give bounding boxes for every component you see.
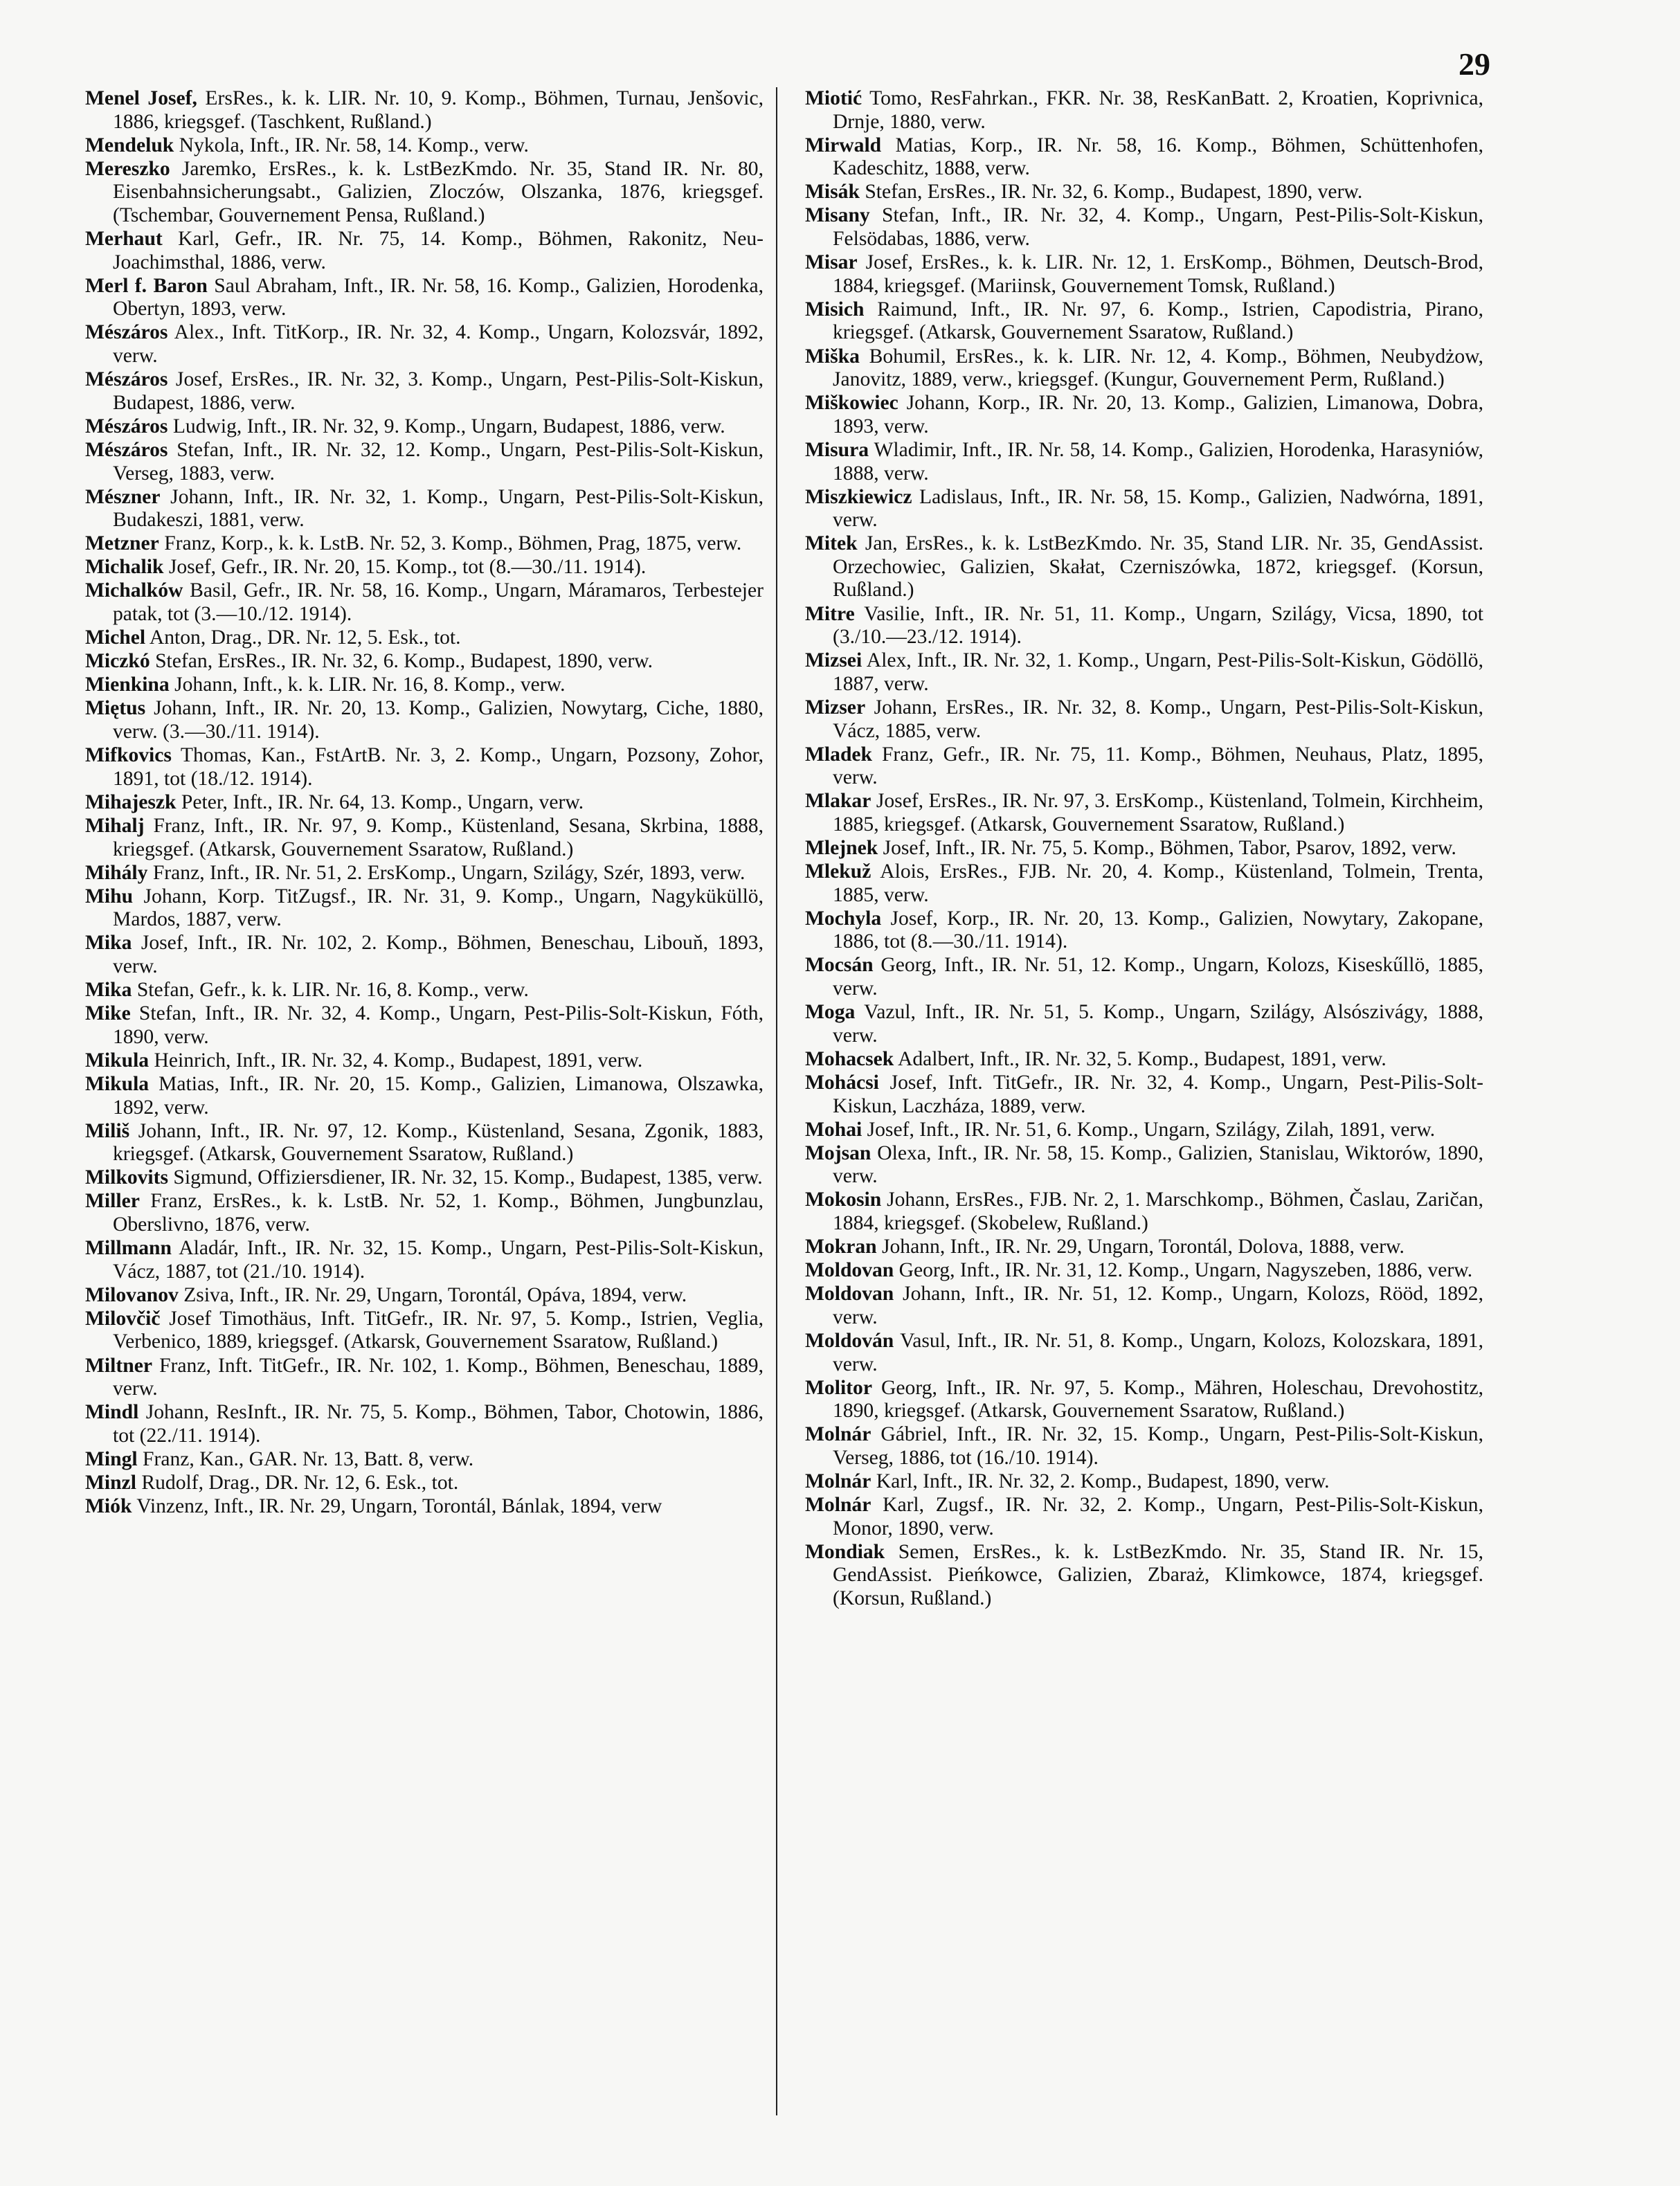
entry-details: Georg, Inft., IR. Nr. 97, 5. Komp., Mähren, Holeschau, Drevohostitz, 1890, kriegsgef. (Atkarsk, Gouvernement Ssaratow, Rußland.) bbox=[833, 1376, 1483, 1422]
entry-details: Sigmund, Offiziersdiener, IR. Nr. 32, 15. Komp., Budapest, 1385, verw. bbox=[168, 1166, 763, 1189]
entry-surname: Mihály bbox=[85, 861, 148, 884]
register-entry bbox=[805, 1259, 1483, 1283]
register-entry bbox=[85, 275, 764, 321]
entry-details: Karl, Inft., IR. Nr. 32, 2. Komp., Budapest, 1890, verw. bbox=[871, 1470, 1330, 1493]
register-entry bbox=[805, 204, 1483, 251]
entry-details: Matias, Korp., IR. Nr. 58, 16. Komp., Böhmen, Schüttenhofen, Kadeschitz, 1888, verw. bbox=[833, 134, 1483, 180]
register-entry bbox=[85, 228, 764, 274]
entry-surname: Mohai bbox=[805, 1118, 862, 1141]
entry-surname: Michel bbox=[85, 626, 146, 649]
entry-details: Saul Abraham, Inft., IR. Nr. 58, 16. Komp., Galizien, Horodenka, Obertyn, 1893, verw. bbox=[113, 274, 764, 320]
column-divider bbox=[776, 87, 777, 2115]
entry-surname: Misany bbox=[805, 204, 870, 227]
register-entry bbox=[805, 743, 1483, 790]
entry-surname: Merhaut bbox=[85, 228, 163, 251]
entry-surname: Mihu bbox=[85, 885, 134, 907]
entry-details: Stefan, Inft., IR. Nr. 32, 4. Komp., Ungarn, Pest-Pilis-Solt-Kiskun, Fóth, 1890, verw. bbox=[113, 1002, 764, 1048]
entry-details: Johann, Inft., IR. Nr. 51, 12. Komp., Ungarn, Kolozs, Rööd, 1892, verw. bbox=[833, 1283, 1483, 1328]
entry-details: Johann, Inft., k. k. LIR. Nr. 16, 8. Komp., verw. bbox=[169, 674, 566, 696]
register-entry bbox=[85, 1308, 764, 1354]
entry-surname: Mienkina bbox=[85, 674, 170, 696]
entry-surname: Mihajeszk bbox=[85, 791, 177, 813]
register-entry bbox=[85, 674, 764, 697]
register-entry bbox=[805, 1283, 1483, 1329]
entry-surname: Mindl bbox=[85, 1401, 139, 1424]
register-entry bbox=[805, 251, 1483, 298]
entry-surname: Mirwald bbox=[805, 134, 882, 156]
entry-surname: Mitre bbox=[805, 602, 855, 625]
entry-details: Alex., Inft. TitKorp., IR. Nr. 32, 4. Komp., Ungarn, Kolozsvár, 1892, verw. bbox=[113, 321, 764, 368]
entry-surname: Misák bbox=[805, 181, 860, 204]
register-entry bbox=[85, 1237, 764, 1283]
entry-surname: Mokran bbox=[805, 1236, 877, 1258]
register-entry bbox=[805, 603, 1483, 649]
register-entry bbox=[805, 907, 1483, 954]
register-entry bbox=[805, 790, 1483, 836]
entry-details: Franz, Korp., k. k. LstB. Nr. 52, 3. Komp., Böhmen, Prag, 1875, verw. bbox=[159, 532, 742, 555]
register-entry bbox=[805, 298, 1483, 345]
entry-surname: Michalik bbox=[85, 556, 164, 579]
register-entry bbox=[85, 158, 764, 228]
register-entry bbox=[85, 1355, 764, 1401]
entry-details: Peter, Inft., IR. Nr. 64, 13. Komp., Ungarn, verw. bbox=[176, 791, 584, 813]
entry-surname: Minzl bbox=[85, 1472, 136, 1494]
entry-details: Stefan, ErsRes., IR. Nr. 32, 6. Komp., Budapest, 1890, verw. bbox=[150, 650, 653, 673]
entry-details: Josef Timothäus, Inft. TitGefr., IR. Nr. 97, 5. Komp., Istrien, Veglia, Verbenico, 1889, kriegsgef. (Atkarsk, Gouvernement Ssaratow, Rußland.) bbox=[113, 1307, 764, 1353]
entry-surname: Mlekuž bbox=[805, 860, 871, 883]
register-entry bbox=[805, 439, 1483, 485]
entry-details: Raimund, Inft., IR. Nr. 97, 6. Komp., Istrien, Capodistria, Pirano, kriegsgef. (Atkarsk, Gouvernement Ssaratow, Rußland.) bbox=[833, 298, 1483, 344]
entry-surname: Mocsán bbox=[805, 954, 874, 977]
entry-details: Johann, Korp. TitZugsf., IR. Nr. 31, 9. Komp., Ungarn, Nagyküküllö, Mardos, 1887, verw. bbox=[113, 885, 764, 931]
register-entry bbox=[805, 134, 1483, 181]
entry-details: Josef, ErsRes., k. k. LIR. Nr. 12, 1. ErsKomp., Böhmen, Deutsch-Brod, 1884, kriegsgef. (Mariinsk, Gouvernement Tomsk, Rußland.) bbox=[833, 251, 1483, 297]
entry-surname: Moga bbox=[805, 1001, 856, 1024]
entry-details: Georg, Inft., IR. Nr. 51, 12. Komp., Ungarn, Kolozs, Kiseskűllö, 1885, verw. bbox=[833, 954, 1483, 1000]
entry-details: Alois, ErsRes., FJB. Nr. 20, 4. Komp., Küstenland, Tolmein, Trenta, 1885, verw. bbox=[833, 860, 1483, 906]
entry-details: Josef, Inft., IR. Nr. 51, 6. Komp., Ungarn, Szilágy, Zilah, 1891, verw. bbox=[862, 1118, 1436, 1141]
entry-surname: Mészáros bbox=[85, 321, 168, 344]
entry-details: Johann, Korp., IR. Nr. 20, 13. Komp., Galizien, Limanowa, Dobra, 1893, verw. bbox=[833, 392, 1483, 437]
entry-details: Josef, Korp., IR. Nr. 20, 13. Komp., Galizien, Nowytary, Zakopane, 1886, tot (8.—30./11. 1914). bbox=[833, 907, 1483, 953]
entry-details: Johann, Inft., IR. Nr. 97, 12. Komp., Küstenland, Sesana, Zgonik, 1883, kriegsgef. (Atkarsk, Gouvernement Ssaratow, Rußland.) bbox=[113, 1119, 764, 1166]
register-entry bbox=[805, 1541, 1483, 1611]
entry-details: Franz, Kan., GAR. Nr. 13, Batt. 8, verw. bbox=[137, 1447, 474, 1470]
entry-details: Johann, Inft., IR. Nr. 29, Ungarn, Torontál, Dolova, 1888, verw. bbox=[876, 1236, 1404, 1258]
entry-details: Tomo, ResFahrkan., FKR. Nr. 38, ResKanBatt. 2, Kroatien, Koprivnica, Drnje, 1880, verw. bbox=[833, 87, 1483, 133]
register-entry bbox=[85, 1284, 764, 1308]
entry-details: Johann, ResInft., IR. Nr. 75, 5. Komp., Böhmen, Tabor, Chotowin, 1886, tot (22./11. 1914). bbox=[113, 1401, 764, 1447]
entry-surname: Mondiak bbox=[805, 1540, 885, 1563]
register-entry bbox=[805, 649, 1483, 696]
register-entry bbox=[85, 87, 764, 134]
register-entry bbox=[85, 932, 764, 978]
entry-details: Georg, Inft., IR. Nr. 31, 12. Komp., Ungarn, Nagyszeben, 1886, verw. bbox=[894, 1259, 1473, 1282]
entry-surname: Molnár bbox=[805, 1470, 871, 1493]
register-entry bbox=[85, 486, 764, 532]
register-entry bbox=[805, 1330, 1483, 1376]
register-entry bbox=[805, 1470, 1483, 1494]
entry-surname: Miška bbox=[805, 345, 860, 368]
entry-surname: Miszkiewicz bbox=[805, 485, 912, 508]
register-entry bbox=[805, 392, 1483, 438]
entry-surname: Mohacsek bbox=[805, 1047, 894, 1070]
entry-surname: Mike bbox=[85, 1002, 131, 1025]
entry-surname: Mlejnek bbox=[805, 837, 878, 859]
register-entry bbox=[85, 1401, 764, 1447]
entry-details: Karl, Gefr., IR. Nr. 75, 14. Komp., Böhmen, Rakonitz, Neu-Joachimsthal, 1886, verw. bbox=[113, 228, 764, 273]
entry-details: Vasilie, Inft., IR. Nr. 51, 11. Komp., Ungarn, Szilágy, Vicsa, 1890, tot (3./10.—23./12. 1914). bbox=[833, 602, 1483, 649]
register-entry bbox=[805, 1236, 1483, 1259]
entry-details: Zsiva, Inft., IR. Nr. 29, Ungarn, Torontál, Opáva, 1894, verw. bbox=[178, 1283, 687, 1306]
entry-surname: Mika bbox=[85, 979, 132, 1002]
entry-details: Josef, Inft., IR. Nr. 75, 5. Komp., Böhmen, Tabor, Psarov, 1892, verw. bbox=[878, 837, 1456, 859]
entry-details: Stefan, Inft., IR. Nr. 32, 4. Komp., Ungarn, Pest-Pilis-Solt-Kiskun, Felsödabas, 1886, verw. bbox=[833, 204, 1483, 251]
entry-details: Alex, Inft., IR. Nr. 32, 1. Komp., Ungarn, Pest-Pilis-Solt-Kiskun, Gödöllö, 1887, verw. bbox=[833, 649, 1483, 695]
entry-surname: Miczkó bbox=[85, 650, 150, 673]
entry-surname: Mészáros bbox=[85, 438, 168, 461]
register-entry bbox=[805, 696, 1483, 743]
entry-surname: Milovanov bbox=[85, 1283, 179, 1306]
entry-surname: Miliš bbox=[85, 1119, 130, 1142]
register-entry bbox=[805, 1377, 1483, 1423]
entry-surname: Mifkovics bbox=[85, 744, 172, 767]
entry-details: Wladimir, Inft., IR. Nr. 58, 14. Komp., Galizien, Horodenka, Harasyniów, 1888, verw. bbox=[833, 438, 1483, 485]
register-entry bbox=[85, 1448, 764, 1472]
entry-details: Franz, Inft. TitGefr., IR. Nr. 102, 1. Komp., Böhmen, Beneschau, 1889, verw. bbox=[113, 1354, 764, 1400]
entry-surname: Miotić bbox=[805, 87, 862, 109]
entry-surname: Miller bbox=[85, 1190, 140, 1213]
register-entry bbox=[805, 1423, 1483, 1470]
register-entry bbox=[805, 1494, 1483, 1540]
entry-surname: Mlakar bbox=[805, 790, 871, 813]
page-number: 29 bbox=[1458, 46, 1490, 82]
entry-surname: Mizser bbox=[805, 696, 866, 719]
entry-surname: Mohácsi bbox=[805, 1071, 879, 1094]
entry-details: Vasul, Inft., IR. Nr. 51, 8. Komp., Ungarn, Kolozs, Kolozskara, 1891, verw. bbox=[833, 1329, 1483, 1375]
entry-details: Semen, ErsRes., k. k. LstBezKmdo. Nr. 35, Stand IR. Nr. 15, GendAssist. Pieńkowce, Galizien, Zbaraż, Klimkowce, 1874, kriegsgef. (Korsun, Rußland.) bbox=[833, 1540, 1483, 1609]
register-entry bbox=[805, 1072, 1483, 1118]
entry-surname: Mokosin bbox=[805, 1189, 882, 1211]
register-entry bbox=[805, 1001, 1483, 1047]
entry-surname: Misar bbox=[805, 251, 858, 274]
register-entry bbox=[805, 837, 1483, 860]
register-entry bbox=[805, 954, 1483, 1000]
entry-details: Thomas, Kan., FstArtB. Nr. 3, 2. Komp., Ungarn, Pozsony, Zohor, 1891, tot (18./12. 1914). bbox=[113, 744, 764, 790]
entry-surname: Moldován bbox=[805, 1329, 894, 1352]
entry-details: Johann, Inft., IR. Nr. 32, 1. Komp., Ungarn, Pest-Pilis-Solt-Kiskun, Budakeszi, 1881, verw. bbox=[113, 485, 764, 532]
entry-details: Josef, Inft. TitGefr., IR. Nr. 32, 4. Komp., Ungarn, Pest-Pilis-Solt-Kiskun, Laczháza, 1889, verw. bbox=[833, 1071, 1483, 1117]
register-entry bbox=[805, 1142, 1483, 1189]
register-entry bbox=[85, 532, 764, 556]
entry-details: Jaremko, ErsRes., k. k. LstBezKmdo. Nr. 35, Stand IR. Nr. 80, Eisenbahnsicherungsabt., Galizien, Zloczów, Olszanka, 1876, kriegsgef. (Tschembar, Gouvernement Pensa, Rußland.) bbox=[113, 157, 764, 226]
entry-details: Franz, Gefr., IR. Nr. 75, 11. Komp., Böhmen, Neuhaus, Platz, 1895, verw. bbox=[833, 743, 1483, 789]
entry-surname: Milovčič bbox=[85, 1307, 161, 1330]
entry-surname: Merl f. Baron bbox=[85, 274, 208, 297]
register-entry bbox=[85, 697, 764, 743]
entry-details: Josef, Gefr., IR. Nr. 20, 15. Komp., tot (8.—30./11. 1914). bbox=[163, 556, 647, 579]
entry-details: Olexa, Inft., IR. Nr. 58, 15. Komp., Galizien, Stanislau, Wiktorów, 1890, verw. bbox=[833, 1141, 1483, 1188]
entry-surname: Molnár bbox=[805, 1494, 871, 1517]
entry-details: Vinzenz, Inft., IR. Nr. 29, Ungarn, Torontál, Bánlak, 1894, verw bbox=[132, 1495, 662, 1518]
register-entry bbox=[85, 1002, 764, 1049]
entry-details: Josef, ErsRes., IR. Nr. 97, 3. ErsKomp., Küstenland, Tolmein, Kirchheim, 1885, kriegsgef. (Atkarsk, Gouvernement Ssaratow, Rußland.) bbox=[833, 790, 1483, 835]
entry-details: Franz, Inft., IR. Nr. 97, 9. Komp., Küstenland, Sesana, Skrbina, 1888, kriegsgef. (Atkarsk, Gouvernement Ssaratow, Rußland.) bbox=[113, 814, 764, 860]
register-entry bbox=[85, 439, 764, 485]
entry-details: Vazul, Inft., IR. Nr. 51, 5. Komp., Ungarn, Szilágy, Alsószivágy, 1888, verw. bbox=[833, 1001, 1483, 1047]
register-entry bbox=[805, 87, 1483, 134]
register-entry bbox=[85, 1472, 764, 1495]
entry-surname: Mikula bbox=[85, 1049, 150, 1072]
register-entry bbox=[85, 815, 764, 861]
entry-details: Franz, ErsRes., k. k. LstB. Nr. 52, 1. Komp., Böhmen, Jungbunzlau, Oberslivno, 1876, verw. bbox=[113, 1190, 764, 1236]
entry-details: Ladislaus, Inft., IR. Nr. 58, 15. Komp., Galizien, Nadwórna, 1891, verw. bbox=[833, 485, 1483, 532]
register-entry bbox=[85, 1073, 764, 1119]
entry-details: ErsRes., k. k. LIR. Nr. 10, 9. Komp., Böhmen, Turnau, Jenšovic, 1886, kriegsgef. (Taschkent, Rußland.) bbox=[113, 87, 764, 133]
entry-surname: Mochyla bbox=[805, 907, 882, 930]
register-entry bbox=[85, 134, 764, 158]
entry-surname: Mingl bbox=[85, 1447, 138, 1470]
register-entry bbox=[805, 532, 1483, 602]
entry-surname: Moldovan bbox=[805, 1283, 894, 1306]
register-entry bbox=[85, 1190, 764, 1236]
entry-details: Johann, Inft., IR. Nr. 20, 13. Komp., Galizien, Nowytarg, Ciche, 1880, verw. (3.—30./11. 1914). bbox=[113, 697, 764, 743]
register-entry bbox=[85, 885, 764, 932]
register-entry bbox=[85, 579, 764, 626]
entry-surname: Molnár bbox=[805, 1423, 871, 1446]
entry-details: Karl, Zugsf., IR. Nr. 32, 2. Komp., Ungarn, Pest-Pilis-Solt-Kiskun, Monor, 1890, verw. bbox=[833, 1494, 1483, 1539]
entry-surname: Metzner bbox=[85, 532, 159, 555]
register-entry bbox=[85, 744, 764, 791]
entry-details: Jan, ErsRes., k. k. LstBezKmdo. Nr. 35, Stand LIR. Nr. 35, GendAssist. Orzechowiec, Galizien, Skałat, Czerniszówka, 1872, kriegsgef. (Korsun, Rußland.) bbox=[833, 532, 1483, 602]
register-entry bbox=[85, 415, 764, 439]
entry-details: Nykola, Inft., IR. Nr. 58, 14. Komp., verw. bbox=[174, 134, 529, 156]
entry-details: Johann, ErsRes., FJB. Nr. 2, 1. Marschkomp., Böhmen, Časlau, Zaričan, 1884, kriegsgef. (Skobelew, Rußland.) bbox=[833, 1189, 1483, 1234]
register-entry bbox=[85, 368, 764, 415]
entry-surname: Mészáros bbox=[85, 415, 168, 437]
entry-details: Anton, Drag., DR. Nr. 12, 5. Esk., tot. bbox=[145, 626, 461, 649]
register-entry bbox=[85, 791, 764, 815]
entry-details: Rudolf, Drag., DR. Nr. 12, 6. Esk., tot. bbox=[136, 1472, 459, 1494]
entry-surname: Mizsei bbox=[805, 649, 862, 672]
entry-surname: Miók bbox=[85, 1495, 132, 1518]
entry-surname: Mészner bbox=[85, 485, 161, 508]
entry-details: Heinrich, Inft., IR. Nr. 32, 4. Komp., Budapest, 1891, verw. bbox=[149, 1049, 643, 1072]
entry-details: Stefan, Gefr., k. k. LIR. Nr. 16, 8. Komp., verw. bbox=[132, 979, 529, 1002]
register-entry bbox=[85, 979, 764, 1002]
entry-surname: Mereszko bbox=[85, 157, 170, 180]
entry-surname: Miškowiec bbox=[805, 392, 898, 415]
register-entry bbox=[85, 1495, 764, 1519]
entry-details: Josef, Inft., IR. Nr. 102, 2. Komp., Böhmen, Beneschau, Libouň, 1893, verw. bbox=[113, 932, 764, 977]
entry-surname: Mika bbox=[85, 932, 132, 955]
entry-surname: Molitor bbox=[805, 1376, 872, 1399]
entry-details: Franz, Inft., IR. Nr. 51, 2. ErsKomp., Ungarn, Szilágy, Szér, 1893, verw. bbox=[147, 861, 746, 884]
register-entry bbox=[805, 1119, 1483, 1142]
entry-surname: Miętus bbox=[85, 697, 146, 720]
entry-surname: Misich bbox=[805, 298, 865, 320]
entry-surname: Michalków bbox=[85, 579, 183, 602]
register-entry bbox=[805, 1189, 1483, 1235]
entry-surname: Mendeluk bbox=[85, 134, 174, 156]
register-entry bbox=[805, 486, 1483, 532]
entry-surname: Milkovits bbox=[85, 1166, 169, 1189]
entry-details: Matias, Inft., IR. Nr. 20, 15. Komp., Galizien, Limanowa, Olszawka, 1892, verw. bbox=[113, 1072, 764, 1119]
entry-details: Ludwig, Inft., IR. Nr. 32, 9. Komp., Ungarn, Budapest, 1886, verw. bbox=[168, 415, 725, 437]
entry-surname: Mojsan bbox=[805, 1141, 871, 1164]
entry-details: Gábriel, Inft., IR. Nr. 32, 15. Komp., Ungarn, Pest-Pilis-Solt-Kiskun, Verseg, 1886, tot (16./10. 1914). bbox=[833, 1423, 1483, 1469]
entry-surname: Menel Josef, bbox=[85, 87, 197, 109]
entry-details: Johann, ErsRes., IR. Nr. 32, 8. Komp., Ungarn, Pest-Pilis-Solt-Kiskun, Vácz, 1885, verw. bbox=[833, 696, 1483, 742]
right-column bbox=[805, 87, 1483, 2136]
entry-details: Josef, ErsRes., IR. Nr. 32, 3. Komp., Ungarn, Pest-Pilis-Solt-Kiskun, Budapest, 1886, verw. bbox=[113, 368, 764, 414]
left-column bbox=[85, 87, 764, 2136]
entry-details: Adalbert, Inft., IR. Nr. 32, 5. Komp., Budapest, 1891, verw. bbox=[894, 1047, 1387, 1070]
register-entry bbox=[85, 650, 764, 674]
register-entry bbox=[85, 862, 764, 885]
entry-surname: Miltner bbox=[85, 1354, 152, 1377]
register-entry bbox=[85, 556, 764, 579]
register-entry bbox=[85, 1120, 764, 1166]
register-entry bbox=[85, 1049, 764, 1073]
entry-details: Stefan, Inft., IR. Nr. 32, 12. Komp., Ungarn, Pest-Pilis-Solt-Kiskun, Verseg, 1883, verw. bbox=[113, 438, 764, 485]
entry-surname: Mészáros bbox=[85, 368, 168, 391]
register-entry bbox=[805, 860, 1483, 907]
entry-details: Aladár, Inft., IR. Nr. 32, 15. Komp., Ungarn, Pest-Pilis-Solt-Kiskun, Vácz, 1887, tot (21./10. 1914). bbox=[113, 1237, 764, 1283]
register-entry bbox=[85, 321, 764, 368]
entry-surname: Misura bbox=[805, 438, 869, 461]
register-entry bbox=[85, 1166, 764, 1190]
entry-surname: Mihalj bbox=[85, 814, 145, 837]
register-entry bbox=[805, 181, 1483, 204]
register-entry bbox=[805, 1048, 1483, 1072]
entry-surname: Millmann bbox=[85, 1237, 172, 1260]
entry-details: Stefan, ErsRes., IR. Nr. 32, 6. Komp., Budapest, 1890, verw. bbox=[859, 181, 1363, 204]
entry-surname: Mladek bbox=[805, 743, 873, 766]
entry-surname: Moldovan bbox=[805, 1259, 894, 1282]
entry-surname: Mikula bbox=[85, 1072, 150, 1095]
register-entry bbox=[805, 345, 1483, 392]
entry-details: Bohumil, ErsRes., k. k. LIR. Nr. 12, 4. Komp., Böhmen, Neubydżow, Janovitz, 1889, verw., kriegsgef. (Kungur, Gouvernement Perm, Rußland.) bbox=[833, 345, 1483, 391]
register-entry bbox=[85, 626, 764, 650]
columns bbox=[85, 87, 1483, 2136]
entry-surname: Mitek bbox=[805, 532, 858, 555]
entry-details: Basil, Gefr., IR. Nr. 58, 16. Komp., Ungarn, Máramaros, Terbestejer patak, tot (3.—10./12. 1914). bbox=[113, 579, 764, 626]
